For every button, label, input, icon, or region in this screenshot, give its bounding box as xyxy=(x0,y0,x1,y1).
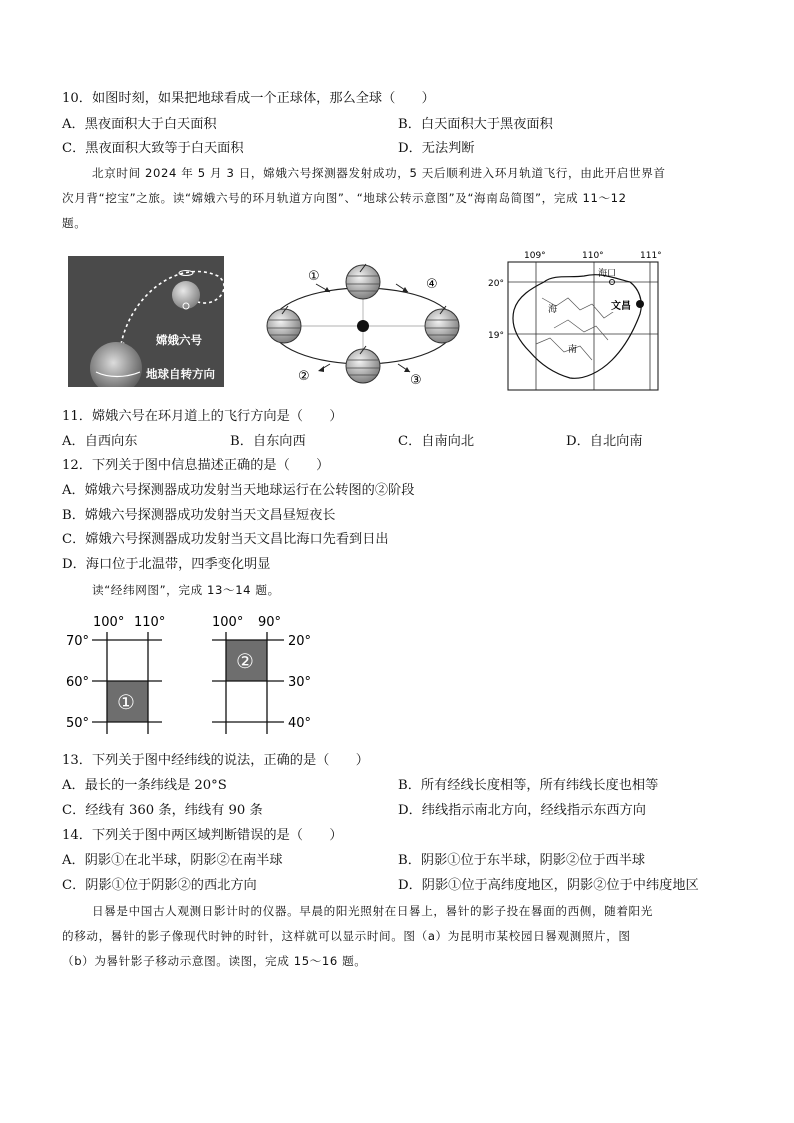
right-lon-90: 90° xyxy=(258,615,282,630)
lat-19: 19° xyxy=(488,331,504,341)
left-lon-100: 100° xyxy=(93,615,125,630)
lon-110: 110° xyxy=(582,251,604,261)
q11-stem: 11．嫦娥六号在环月道上的飞行方向是（ ） xyxy=(62,409,343,424)
intro3-line3: （b）为晷针影子移动示意图。读图，完成 15～16 题。 xyxy=(62,954,367,968)
q14-option-c: C．阴影①位于阴影②的西北方向 xyxy=(62,878,257,893)
right-lon-100: 100° xyxy=(212,615,244,630)
revolution-figure xyxy=(258,258,468,390)
q12-stem: 12．下列关于图中信息描述正确的是（ ） xyxy=(62,458,330,473)
label-hai: 海 xyxy=(548,305,558,315)
lon-109: 109° xyxy=(524,251,546,261)
q13-option-a: A．最长的一条纬线是 20°S xyxy=(62,778,227,793)
q12-option-d: D．海口位于北温带，四季变化明显 xyxy=(62,557,271,572)
q14-option-d: D．阴影①位于高纬度地区，阴影②位于中纬度地区 xyxy=(398,878,699,893)
left-lat-60: 60° xyxy=(66,675,90,690)
left-lat-70: 70° xyxy=(66,634,90,649)
earth-top xyxy=(346,264,380,299)
latlon-grid-figure xyxy=(62,610,326,738)
probe-label: 嫦娥六号 xyxy=(156,333,202,347)
stage-marker-1: ① xyxy=(308,269,320,284)
q12-option-b: B．嫦娥六号探测器成功发射当天文昌昼短夜长 xyxy=(62,508,336,523)
moon xyxy=(172,281,200,309)
orbit-direction-figure xyxy=(68,256,224,387)
marker-1: ① xyxy=(117,690,135,714)
grid-left xyxy=(66,615,165,734)
stage-marker-2: ② xyxy=(298,369,310,384)
earth-right xyxy=(425,306,459,343)
q10-option-c: C．黑夜面积大致等于白天面积 xyxy=(62,141,244,156)
lat-20: 20° xyxy=(488,279,504,289)
q10-stem: 10．如图时刻，如果把地球看成一个正球体，那么全球（ ） xyxy=(62,91,435,106)
label-nan: 南 xyxy=(568,345,578,355)
q10-option-a: A．黑夜面积大于白天面积 xyxy=(62,117,217,132)
sun xyxy=(357,320,369,332)
q11-option-c: C．自南向北 xyxy=(398,434,475,449)
haikou-label: 海口 xyxy=(598,269,617,279)
q13-stem: 13．下列关于图中经纬线的说法，正确的是（ ） xyxy=(62,753,369,768)
right-lat-20: 20° xyxy=(288,634,312,649)
earth-left xyxy=(267,306,301,343)
q13-option-d: D．纬线指示南北方向，经线指示东西方向 xyxy=(398,803,646,818)
stage-marker-4: ④ xyxy=(426,277,438,292)
lon-111: 111° xyxy=(640,251,662,261)
q11-option-b: B．自东向西 xyxy=(230,434,306,449)
q13-option-c: C．经线有 360 条，纬线有 90 条 xyxy=(62,803,263,818)
grid-right xyxy=(212,615,311,734)
hainan-map xyxy=(484,248,662,394)
q14-stem: 14．下列关于图中两区域判断错误的是（ ） xyxy=(62,828,343,843)
right-lat-30: 30° xyxy=(288,675,312,690)
wenchang-label: 文昌 xyxy=(611,301,631,312)
left-lon-110: 110° xyxy=(134,615,166,630)
right-lat-40: 40° xyxy=(288,716,312,731)
q14-option-a: A．阴影①在北半球，阴影②在南半球 xyxy=(62,853,283,868)
intro1-line1: 北京时间 2024 年 5 月 3 日，嫦娥六号探测器发射成功，5 天后顺利进入环月轨道飞行，由此开启世界首 xyxy=(92,166,666,180)
q12-option-c: C．嫦娥六号探测器成功发射当天文昌比海口先看到日出 xyxy=(62,532,389,547)
q11-option-d: D．自北向南 xyxy=(566,434,643,449)
q14-option-b: B．阴影①位于东半球，阴影②位于西半球 xyxy=(398,853,646,868)
q10-option-d: D．无法判断 xyxy=(398,141,475,156)
intro3-line1: 日晷是中国古人观测日影计时的仪器。早晨的阳光照射在日晷上，晷针的影子投在晷面的西侧，随着阳光 xyxy=(92,904,653,918)
wenchang-dot xyxy=(636,300,644,308)
q13-option-b: B．所有经线长度相等，所有纬线长度也相等 xyxy=(398,778,659,793)
marker-2: ② xyxy=(236,649,254,673)
intro1-line2: 次月背“挖宝”之旅。读“嫦娥六号的环月轨道方向图”、“地球公转示意图”及“海南岛简图”，完成 11～12 xyxy=(62,191,627,205)
left-lat-50: 50° xyxy=(66,716,90,731)
rotation-label: 地球自转方向 xyxy=(146,367,215,381)
q10-option-b: B．白天面积大于黑夜面积 xyxy=(398,117,553,132)
stage-marker-3: ③ xyxy=(410,373,422,388)
intro3-line2: 的移动，晷针的影子像现代时钟的时针，这样就可以显示时间。图（a）为昆明市某校园日晷观测照片，图 xyxy=(62,929,631,943)
earth-bottom xyxy=(346,346,380,383)
intro2-line1: 读“经纬网图”，完成 13～14 题。 xyxy=(92,583,280,597)
q11-option-a: A．自西向东 xyxy=(62,434,138,449)
intro1-line3: 题。 xyxy=(62,216,87,230)
q12-option-a: A．嫦娥六号探测器成功发射当天地球运行在公转图的②阶段 xyxy=(62,483,415,498)
